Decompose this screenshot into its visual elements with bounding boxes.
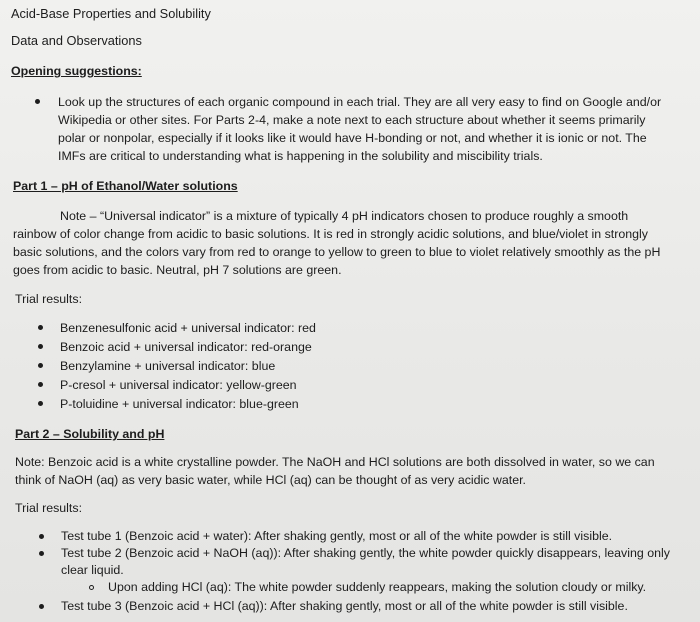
part2-note-line: Note: Benzoic acid is a white crystalline powder. The NaOH and HCl solutions are both dissolved in water, so we can — [15, 455, 655, 469]
bullet-icon — [38, 363, 43, 368]
document-subtitle: Data and Observations — [11, 33, 142, 48]
bullet-icon — [38, 382, 43, 387]
part1-note-line: rainbow of color change from acidic to basic solutions. It is red in strongly acidic solutions, and blue/violet in strongly — [13, 227, 648, 241]
result-item: Benzylamine + universal indicator: blue — [60, 359, 276, 373]
part2-heading: Part 2 – Solubility and pH — [15, 427, 165, 441]
hollow-bullet-icon — [89, 585, 94, 590]
opening-line: IMFs are critical to understanding what is happening in the solubility and miscibility trials. — [58, 149, 543, 163]
bullet-icon — [38, 325, 43, 330]
result-item: P-toluidine + universal indicator: blue-green — [60, 397, 299, 411]
trial-results-label: Trial results: — [15, 292, 83, 306]
part1-note-line: basic solutions, and the colors vary from red to orange to yellow to green to blue to violet relatively smoothly as the pH — [13, 245, 661, 259]
part1-note-line: Note – “Universal indicator” is a mixture of typically 4 pH indicators chosen to produce roughly a smooth — [60, 209, 629, 223]
bullet-icon — [39, 551, 44, 556]
bullet-icon — [39, 604, 44, 609]
bullet-icon — [38, 344, 43, 349]
bullet-icon — [38, 401, 43, 406]
part1-heading: Part 1 – pH of Ethanol/Water solutions — [13, 179, 238, 193]
opening-line: polar or nonpolar, especially if it looks like it would have H-bonding or not, and whether it is ionic or not. The — [58, 131, 647, 145]
result-item: P-cresol + universal indicator: yellow-green — [60, 378, 297, 392]
document-title: Acid-Base Properties and Solubility — [11, 6, 211, 21]
opening-line: Look up the structures of each organic compound in each trial. They are all very easy to find on Google and/or — [58, 95, 662, 109]
opening-line: Wikipedia or other sites. For Parts 2-4, make a note next to each structure about whether it seems primarily — [58, 113, 646, 127]
result-item: Benzoic acid + universal indicator: red-orange — [60, 340, 312, 354]
part1-note-line: goes from acidic to basic. Neutral, pH 7 solutions are green. — [13, 263, 342, 277]
opening-heading: Opening suggestions: — [11, 64, 142, 78]
result-item: Test tube 1 (Benzoic acid + water): After shaking gently, most or all of the white powder is still visible. — [61, 529, 613, 543]
result-item-continuation: clear liquid. — [61, 563, 124, 577]
sub-result-item: Upon adding HCl (aq): The white powder suddenly reappears, making the solution cloudy or milky. — [108, 580, 647, 594]
part2-note-line: think of NaOH (aq) as very basic water, while HCl (aq) can be thought of as very acidic water. — [15, 473, 526, 487]
result-item: Test tube 3 (Benzoic acid + HCl (aq)): After shaking gently, most or all of the white powder is still visible. — [61, 599, 628, 613]
bullet-icon — [35, 99, 40, 104]
bullet-icon — [39, 534, 44, 539]
result-item: Test tube 2 (Benzoic acid + NaOH (aq)): After shaking gently, the white powder quickly disappears, leaving only — [61, 546, 670, 560]
trial-results-label: Trial results: — [15, 501, 83, 515]
result-item: Benzenesulfonic acid + universal indicator: red — [60, 321, 316, 335]
